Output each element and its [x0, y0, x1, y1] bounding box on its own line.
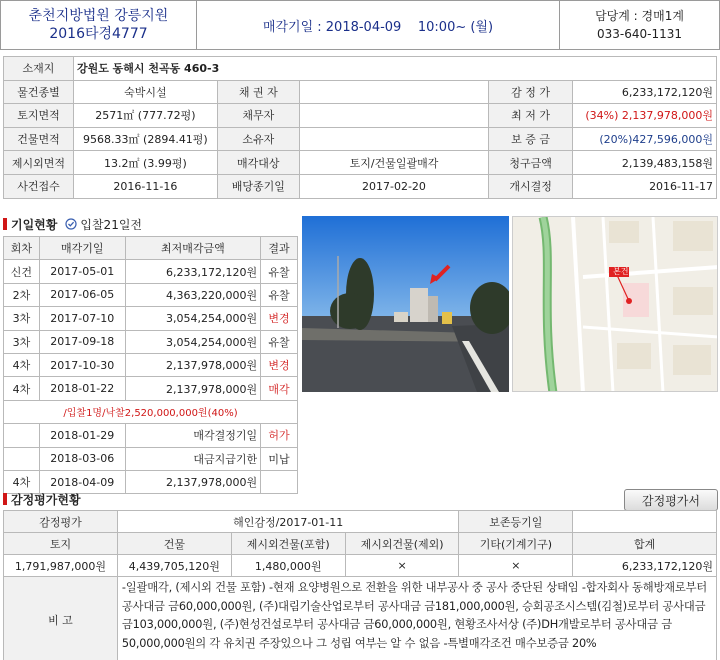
appraisal-col-header: 토지 — [4, 533, 118, 555]
bid-row — [4, 424, 298, 447]
department: 담당계 : 경매1계 — [595, 9, 684, 23]
bid-cell-date: 2017-07-10 — [39, 307, 125, 330]
info-cell-building-area-2: 소유자 — [217, 127, 299, 151]
memo-label: 비 고 — [4, 577, 118, 660]
info-cell-case-filed-0: 사건접수 — [4, 174, 74, 198]
phone-number: 033-640-1131 — [596, 27, 682, 41]
bid-header-row — [4, 237, 298, 260]
info-cell-extra-area-3: 토지/건물일괄매각 — [299, 151, 488, 175]
contact-block — [559, 1, 719, 49]
appraisal-value-cell: × — [345, 555, 459, 577]
bid-header-cell: 결과 — [261, 237, 298, 260]
bid-cell-amount: 3,054,254,000원 — [125, 307, 260, 330]
retention-value — [573, 511, 717, 533]
info-cell-building-area-1: 9568.33㎡ (2894.41평) — [73, 127, 217, 151]
bid-cell-round: 4차 — [4, 353, 40, 376]
info-cell-extra-area-1: 13.2㎡ (3.99평) — [73, 151, 217, 175]
bid-cell-date: 2018-03-06 — [39, 447, 125, 470]
map-marker-label: 본건 — [613, 267, 629, 276]
bid-cell-date: 2017-10-30 — [39, 353, 125, 376]
info-cell-case-filed-3: 2017-02-20 — [299, 174, 488, 198]
info-cell-case-filed-5: 2016-11-17 — [573, 174, 717, 198]
bid-header-cell: 매각기일 — [39, 237, 125, 260]
appraisal-table — [3, 510, 717, 660]
bid-cell-amount: 2,137,978,000원 — [125, 353, 260, 376]
bid-section-title: 기일현황 입찰21일전 — [3, 216, 142, 232]
info-cell-building-area-3 — [299, 127, 488, 151]
info-cell-building-area-5: (20%)427,596,000원 — [573, 127, 717, 151]
bid-cell-date: 2018-01-22 — [39, 377, 125, 400]
bid-cell-result: 허가 — [261, 424, 298, 447]
bid-header-cell: 최저매각금액 — [125, 237, 260, 260]
bid-cell-date: 2017-05-01 — [39, 260, 125, 283]
appraisal-value-cell: × — [459, 555, 573, 577]
info-cell-land-area-3 — [299, 104, 488, 128]
court-block — [1, 1, 197, 49]
appraisal-col-header: 기타(기계기구) — [459, 533, 573, 555]
bid-row — [4, 307, 298, 330]
bid-cell-round: 3차 — [4, 330, 40, 353]
info-cell-extra-area-4: 청구금액 — [489, 151, 573, 175]
bid-cell-result: 변경 — [261, 307, 298, 330]
info-cell-building-area-0: 건물면적 — [4, 127, 74, 151]
location-map[interactable] — [512, 216, 718, 392]
appraisal-col-header: 합계 — [573, 533, 717, 555]
bid-cell-result: 변경 — [261, 353, 298, 376]
appraisal-label: 감정평가 — [4, 511, 118, 533]
bid-cell-amount: 2,137,978,000원 — [125, 377, 260, 400]
bid-cell-amount: 2,137,978,000원 — [125, 470, 260, 493]
info-cell-property-type-5: 6,233,172,120원 — [573, 80, 717, 104]
bid-cell-round: 신건 — [4, 260, 40, 283]
bid-cell-date: 2018-04-09 — [39, 470, 125, 493]
case-header — [0, 0, 720, 50]
bid-cell-amount: 3,054,254,000원 — [125, 330, 260, 353]
info-cell-extra-area-5: 2,139,483,158원 — [573, 151, 717, 175]
sale-date-block — [197, 1, 559, 49]
info-cell-land-area-0: 토지면적 — [4, 104, 74, 128]
info-cell-case-filed-4: 개시결정 — [489, 174, 573, 198]
appraisal-report-button[interactable]: 감정평가서 — [624, 489, 718, 511]
bid-cell-round: 4차 — [4, 470, 40, 493]
info-cell-building-area-4: 보 증 금 — [489, 127, 573, 151]
property-photo[interactable] — [302, 216, 509, 392]
info-cell-extra-area-2: 매각대상 — [217, 151, 299, 175]
sale-date: 매각기일 : 2018-04-09 — [262, 19, 402, 35]
bid-cell-result: 유찰 — [261, 330, 298, 353]
bid-cell-amount: 매각결정기일 — [125, 424, 260, 447]
bid-cell-result: 유찰 — [261, 260, 298, 283]
bid-cell-result — [261, 470, 298, 493]
bid-header-cell: 회차 — [4, 237, 40, 260]
bid-row — [4, 353, 298, 376]
bid-row — [4, 330, 298, 353]
info-cell-property-type-1: 숙박시설 — [73, 80, 217, 104]
appraisal-value-cell: 1,791,987,000원 — [4, 555, 118, 577]
bid-cell-result: 매각 — [261, 377, 298, 400]
bid-cell-date: 2017-06-05 — [39, 283, 125, 306]
info-cell-case-filed-1: 2016-11-16 — [73, 174, 217, 198]
bid-row — [4, 260, 298, 283]
appraisal-value-cell: 6,233,172,120원 — [573, 555, 717, 577]
address-value: 강원도 동해시 천곡동 460-3 — [73, 57, 716, 81]
memo-text: -일괄매각, (제시외 건물 포함) -현재 요양병원으로 전환을 위한 내부공사 중 공사 중단된 상태임 -합자회사 동해방재로부터 공사대금 금60,000,000원, (주)대림기술산업로부터 공사대금 금181,000,000원, 승회공조시스템(김철)로부터 공사대금 금103,000,000원, (주)현성건설로부터 공사대금 금60,000,000원, 현황조사서상 (주)DH개발로부터 공사대금 금50,000,000원의 각 유치권 주장있으나 그 성립 여부는 알 수 없음 -특별매각조건 매수보증금 20% — [117, 577, 716, 660]
info-cell-land-area-5: (34%) 2,137,978,000원 — [573, 104, 717, 128]
winning-bid-note: /입찰1명/낙찰2,520,000,000원(40%) — [4, 400, 298, 423]
bid-cell-date: 2017-09-18 — [39, 330, 125, 353]
info-cell-land-area-1: 2571㎡ (777.72평) — [73, 104, 217, 128]
court-name: 춘천지방법원 강릉지원 — [28, 8, 169, 24]
info-cell-property-type-0: 물건종별 — [4, 80, 74, 104]
info-cell-land-area-2: 채무자 — [217, 104, 299, 128]
bid-cell-result: 미납 — [261, 447, 298, 470]
appraisal-section-title: 감정평가현황 — [3, 491, 81, 507]
bid-row — [4, 283, 298, 306]
bid-cell-round — [4, 447, 40, 470]
appraisal-value-cell: 1,480,000원 — [231, 555, 345, 577]
bid-cell-round: 2차 — [4, 283, 40, 306]
bid-cell-date: 2018-01-29 — [39, 424, 125, 447]
case-number: 2016타경4777 — [49, 26, 148, 42]
bid-row — [4, 377, 298, 400]
check-circle-icon — [65, 218, 77, 230]
info-cell-extra-area-0: 제시외면적 — [4, 151, 74, 175]
info-cell-case-filed-2: 배당종기일 — [217, 174, 299, 198]
appraisal-col-header: 제시외건물(포함) — [231, 533, 345, 555]
retention-label: 보존등기일 — [459, 511, 573, 533]
appraisal-value-cell: 4,439,705,120원 — [117, 555, 231, 577]
appraisal-agency: 해인감정/2017-01-11 — [117, 511, 459, 533]
sale-time: 10:00~ (월) — [417, 19, 494, 35]
info-cell-property-type-3 — [299, 80, 488, 104]
bid-history-table — [3, 236, 298, 494]
bid-cell-amount: 4,363,220,000원 — [125, 283, 260, 306]
bid-row — [4, 447, 298, 470]
appraisal-col-header: 제시외건물(제외) — [345, 533, 459, 555]
bid-cell-round — [4, 424, 40, 447]
bid-cell-round: 4차 — [4, 377, 40, 400]
property-info-table — [3, 56, 717, 199]
info-cell-land-area-4: 최 저 가 — [489, 104, 573, 128]
address-label: 소재지 — [4, 57, 74, 81]
info-cell-property-type-4: 감 정 가 — [489, 80, 573, 104]
info-cell-property-type-2: 채 권 자 — [217, 80, 299, 104]
appraisal-col-header: 건물 — [117, 533, 231, 555]
bid-cell-amount: 대금지급기한 — [125, 447, 260, 470]
bid-cell-round: 3차 — [4, 307, 40, 330]
bid-cell-amount: 6,233,172,120원 — [125, 260, 260, 283]
bid-badge: 입찰21일전 — [65, 216, 142, 233]
bid-cell-result: 유찰 — [261, 283, 298, 306]
